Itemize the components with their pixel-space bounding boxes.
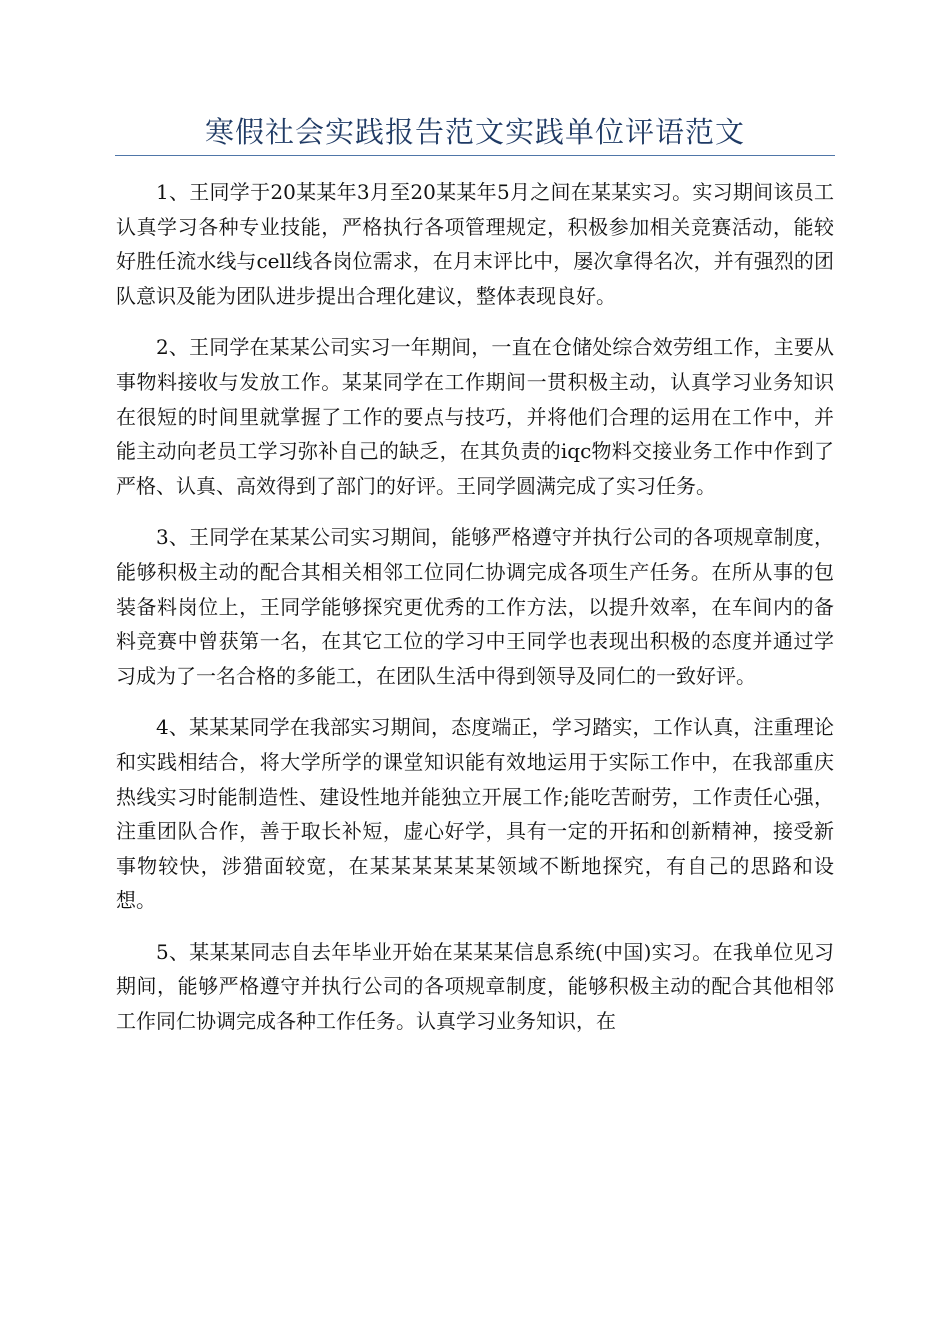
paragraph-1: 1、王同学于20某某年3月至20某某年5月之间在某某实习。实习期间该员工认真学习各种专业技能，严格执行各项管理规定，积极参加相关竞赛活动，能较好胜任流水线与cell线各岗位需求，在月末评比中，屡次拿得名次，并有强烈的团队意识及能为团队进步提出合理化建议，整体表现良好。	[116, 180, 834, 308]
document-body	[116, 175, 834, 1056]
paragraph-3: 3、王同学在某某公司实习期间，能够严格遵守并执行公司的各项规章制度，能够积极主动的配合其相关相邻工位同仁协调完成各项生产任务。在所从事的包装备料岗位上，王同学能够探究更优秀的工作方法，以提升效率，在车间内的备料竞赛中曾获第一名，在其它工位的学习中王同学也表现出积极的态度并通过学习成为了一名合格的多能工，在团队生活中得到领导及同仁的一致好评。	[116, 525, 834, 688]
paragraph-4: 4、某某某同学在我部实习期间，态度端正，学习踏实，工作认真，注重理论和实践相结合，将大学所学的课堂知识能有效地运用于实际工作中，在我部重庆热线实习时能制造性、建设性地并能独立开展工作;能吃苦耐劳，工作责任心强，注重团队合作，善于取长补短，虚心好学，具有一定的开拓和创新精神，接受新事物较快，涉猎面较宽，在某某某某某某领域不断地探究，有自己的思路和设想。	[116, 715, 834, 913]
document-title: 寒假社会实践报告范文实践单位评语范文	[204, 115, 745, 149]
paragraph-2: 2、王同学在某某公司实习一年期间，一直在仓储处综合效劳组工作，主要从事物料接收与发放工作。某某同学在工作期间一贯积极主动，认真学习业务知识在很短的时间里就掌握了工作的要点与技巧，并将他们合理的运用在工作中，并能主动向老员工学习弥补自己的缺乏，在其负责的iqc物料交接业务工作中作到了严格、认真、高效得到了部门的好评。王同学圆满完成了实习任务。	[116, 335, 834, 498]
title-underline	[115, 155, 835, 156]
paragraph-5: 5、某某某同志自去年毕业开始在某某某信息系统(中国)实习。在我单位见习期间，能够严格遵守并执行公司的各项规章制度，能够积极主动的配合其他相邻工作同仁协调完成各种工作任务。认真学习业务知识，在	[116, 939, 834, 1034]
